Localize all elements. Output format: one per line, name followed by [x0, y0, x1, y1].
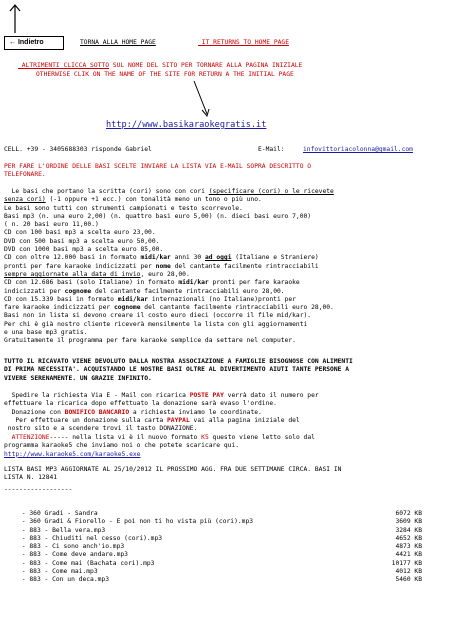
song-title: - 883 - Ci sono anch'io.mp3: [18, 543, 125, 551]
song-row: [18, 535, 422, 543]
body-line: CD con 15.339 basi in formato midi/kar internazionali (no Italiane)pronti per: [4, 295, 296, 303]
body-line: Basi non in lista si devono creare il costo euro dieci (occorre il file mid/kar).: [4, 312, 312, 320]
order-instructions-line2: TELEFONARE.: [4, 171, 46, 179]
home-link-english[interactable]: IT RETURNS TO HOME PAGE: [198, 39, 289, 46]
body-line: sempre aggiornate alla data di invio, euro 28,00.: [4, 270, 190, 278]
body-line: e una base mp3 gratis.: [4, 329, 88, 337]
phone-contact: CELL. +39 - 3405688303 risponde Gabriel: [4, 146, 152, 153]
body-line: CD con oltre 12.000 basi in formato midi/kar anni 30 ad oggi (Italiane e Straniere): [4, 254, 319, 262]
alt-instructions-english: OTHERWISE CLIK ON THE NAME OF THE SITE FOR RETURN A THE INITIAL PAGE: [36, 71, 294, 78]
list-header: [4, 466, 450, 483]
body-line: Gratuitamente il programma per fare karaoke semplice da settare nel computer.: [4, 337, 296, 345]
song-size: 5460 KB: [395, 576, 422, 584]
price-info: [4, 188, 450, 346]
order-instructions-line1: PER FARE L'ORDINE DELLE BASI SCELTE INVIARE LA LISTA VIA E-MAIL SOPRA DESCRITTO O: [4, 163, 312, 170]
payment-line: Donazione con BONIFICO BANCARIO a richiesta inviamo le coordinate.: [4, 408, 262, 416]
body-line: CD con 100 basi mp3 a scelta euro 23,00.: [4, 229, 156, 237]
song-row: [18, 560, 422, 568]
attention-line: ATTENZIONE----- nella lista vi è il nuovo formato K5 questo viene letto solo dal: [4, 434, 315, 441]
body-line: Le basi che portano la scritta (cori) sono con cori (specificare (cori) o le ricevete: [4, 188, 334, 195]
body-line: senza cori) (-1 oppure +1 ecc.) con tonalità meno un tono o più uno.: [4, 196, 262, 204]
body-line: DVD con 1000 basi mp3 a scelta euro 85,00.: [4, 246, 164, 254]
attention-line: programma karaoke5 che inviamo noi o che potete scaricare qui.: [4, 442, 240, 450]
alt-instructions-part2: SUL NOME DEL SITO PER TORNARE ALLA PAGINA INIZIALE: [109, 62, 303, 69]
back-button[interactable]: [4, 36, 64, 50]
song-title: - 883 - Chiuditi nel cesso (cori).mp3: [18, 534, 163, 542]
body-line: fare karaoke indicizzati per cognome del cantante facilmente rintracciabili euro 28,00.: [4, 304, 334, 312]
song-row: [18, 518, 422, 526]
body-line: indicizzati per cognome del cantante facilmente rintracciabili euro 28,00.: [4, 287, 285, 295]
song-size: 3284 KB: [395, 526, 422, 534]
payment-line: effettuare la ricarica dopo effettuato la donazione sarà evaso l'ordine.: [4, 400, 277, 408]
back-button-label: ← Indietro: [9, 39, 44, 46]
site-url-link[interactable]: http://www.basikaraokegratis.it: [106, 120, 267, 130]
song-title: - 883 - Come deve andare.mp3: [18, 551, 128, 559]
song-row: [18, 568, 422, 576]
body-line: pronti per fare karaoke indicizzati per nome del cantante facilmente rintracciabili: [4, 262, 319, 270]
body-line: Per chi è già nostro cliente riceverà mensilmente la lista con gli aggiornamenti: [4, 320, 308, 328]
payment-line: Spedire la richiesta Via E - Mail con ricarica POSTE PAY verrà dato il numero per: [4, 392, 319, 399]
home-link-italian[interactable]: TORNA ALLA HOME PAGE: [80, 39, 156, 46]
song-size: 4421 KB: [395, 551, 422, 559]
song-row: [18, 543, 422, 551]
body-line: CD con 12.686 basi (solo Italiane) in formato midi/kar pronti per fare karaoke: [4, 279, 300, 287]
list-header-line2: LISTA N. 12841: [4, 474, 58, 482]
song-row: [18, 527, 422, 535]
song-size: 4012 KB: [395, 568, 422, 576]
song-title: - 360 Gradi & Fiorello - E poi non ti ho vista più (cori).mp3: [18, 518, 254, 526]
list-header-line1: LISTA BASI MP3 AGGIORNATE AL 25/10/2012 IL PROSSIMO AGG. FRA DUE SETTIMANE CIRCA. BASI IN: [4, 466, 342, 473]
separator: ------------------: [4, 486, 73, 493]
donation-notice: [4, 358, 450, 383]
body-line: Le basi sono tutti con strumenti campionati e testo scorrevole.: [4, 204, 243, 212]
donation-line: DI PRIMA NECESSITA'. ACQUISTANDO LE NOSTRE BASI OLTRE AL DIVERTIMENTO AIUTI TANTE PERSONE A: [4, 366, 349, 374]
payment-line: Per effettuare un donazione sulla carta PAYPAL vai alla pagina iniziale del: [4, 416, 300, 424]
song-size: 3609 KB: [395, 518, 422, 526]
up-arrow-icon: [8, 4, 22, 34]
donation-line: VIVERE SERENAMENTE. UN GRAZIE INFINITO.: [4, 374, 152, 382]
alt-instructions-part1: ALTRIMENTI CLICCA SOTTO: [18, 62, 109, 69]
song-row: [18, 551, 422, 559]
alt-instructions-italian: [18, 62, 302, 70]
payment-line: nostro sito e a scendere trovi il tasto DONAZIONE.: [4, 425, 198, 433]
song-title: - 360 Gradi - Sandra: [18, 510, 98, 517]
song-row: [18, 576, 422, 584]
body-line: DVD con 500 basi mp3 a scelta euro 50,00.: [4, 237, 160, 245]
email-label: E-Mail:: [258, 146, 285, 153]
email-link[interactable]: infovittoriacolonna@gmail.com: [303, 146, 413, 153]
song-size: 4652 KB: [395, 534, 422, 542]
body-line: Basi mp3 (n. una euro 2,00) (n. quattro basi euro 5,00) (n. dieci basi euro 7,00): [4, 212, 312, 220]
attention-notice: [4, 434, 450, 459]
karaoke5-download-link[interactable]: http://www.karaoke5.com/karaoke5.exe: [4, 450, 141, 458]
down-arrow-icon: [192, 80, 212, 118]
song-size: 6072 KB: [395, 510, 422, 517]
song-size: 4873 KB: [395, 543, 422, 551]
song-title: - 883 - Come mai (Bachata cori).mp3: [18, 559, 155, 567]
song-title: - 883 - Bella vera.mp3: [18, 526, 106, 534]
song-list: [18, 510, 422, 585]
order-instructions: [4, 163, 444, 180]
payment-info: [4, 392, 450, 433]
donation-line: TUTTO IL RICAVATO VIENE DEVOLUTO DALLA NOSTRA ASSOCIAZIONE A FAMIGLIE BISOGNOSE CON ALIMENTI: [4, 358, 353, 365]
song-title: - 883 - Con un deca.mp3: [18, 576, 109, 584]
body-line: ( n. 20 basi euro 11,00.): [4, 221, 99, 229]
song-title: - 883 - Come mai.mp3: [18, 568, 98, 576]
song-size: 10177 KB: [391, 559, 422, 567]
